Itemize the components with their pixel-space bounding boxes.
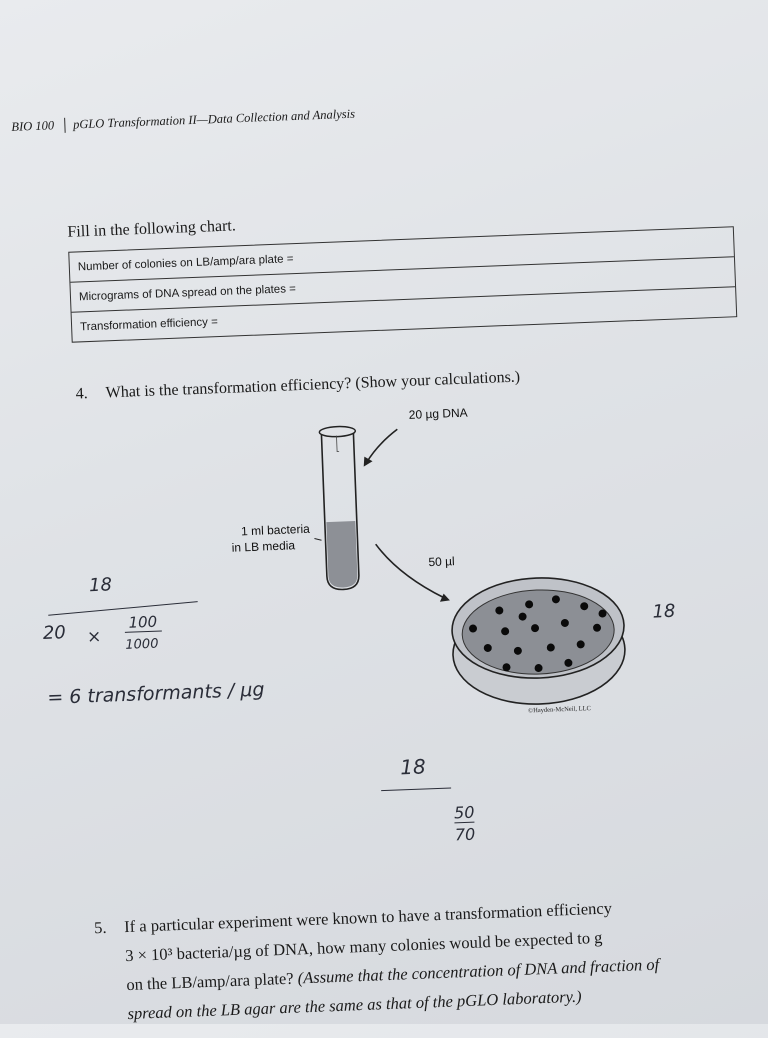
page-header xyxy=(11,107,355,135)
volume-label: 50 µl xyxy=(428,554,455,570)
question-5 xyxy=(94,887,768,1029)
table-row-micrograms: Micrograms of DNA spread on the plates = xyxy=(70,256,735,311)
handwritten-lower-bar xyxy=(381,787,451,791)
handwritten-fraction-top: 100 xyxy=(124,612,161,632)
question-4-number: 4. xyxy=(75,385,89,403)
copyright-label: ©Hayden-McNeil, LLC xyxy=(528,705,591,715)
handwritten-plate-count: 18 xyxy=(652,600,676,623)
bacteria-label-line2: in LB media xyxy=(231,538,296,555)
petri-dish-icon xyxy=(450,575,627,708)
worksheet-title: pGLO Transformation II—Data Collection and Analysis xyxy=(72,106,356,132)
table-row-efficiency: Transformation efficiency = xyxy=(72,286,737,341)
question-5-line3-italic: (Assume that the concentration of DNA and fraction of xyxy=(297,954,660,988)
table-row-colonies: Number of colonies on LB/amp/ara plate = xyxy=(77,252,294,273)
dna-label: 20 µg DNA xyxy=(408,405,468,422)
question-5-line4-italic: spread on the LB agar are the same as that of the pGLO laboratory.) xyxy=(127,986,582,1024)
question-5-number: 5. xyxy=(93,917,107,938)
question-5-line1: If a particular experiment were known to have a transformation efficiency xyxy=(123,898,613,937)
handwritten-result: = 6 transformants / µg xyxy=(46,678,265,709)
handwritten-numerator: 18 xyxy=(88,574,113,597)
fill-chart-prompt: Fill in the following chart. xyxy=(67,217,237,241)
question-4-text: What is the transformation efficiency? (Show your calculations.) xyxy=(105,368,521,402)
handwritten-fraction-bar xyxy=(48,601,197,616)
handwritten-stacked-bottom: 70 xyxy=(454,824,476,845)
test-tube-icon xyxy=(319,426,361,590)
handwritten-times: × xyxy=(86,626,102,648)
handwritten-fraction-bottom: 1000 xyxy=(125,636,159,653)
data-table xyxy=(68,226,737,342)
bacteria-label-line1: 1 ml bacteria xyxy=(240,521,311,539)
handwritten-denominator: 20 xyxy=(42,622,67,645)
course-code: BIO 100 xyxy=(11,118,65,135)
question-5-line3: on the LB/amp/ara plate? xyxy=(126,968,299,995)
handwritten-lower-number: 18 xyxy=(399,754,427,780)
handwritten-stacked-top: 50 xyxy=(453,802,475,823)
question-5-line2: 3 × 10³ bacteria/µg of DNA, how many colonies would be expected to g xyxy=(124,927,603,966)
transformation-diagram xyxy=(196,389,668,736)
